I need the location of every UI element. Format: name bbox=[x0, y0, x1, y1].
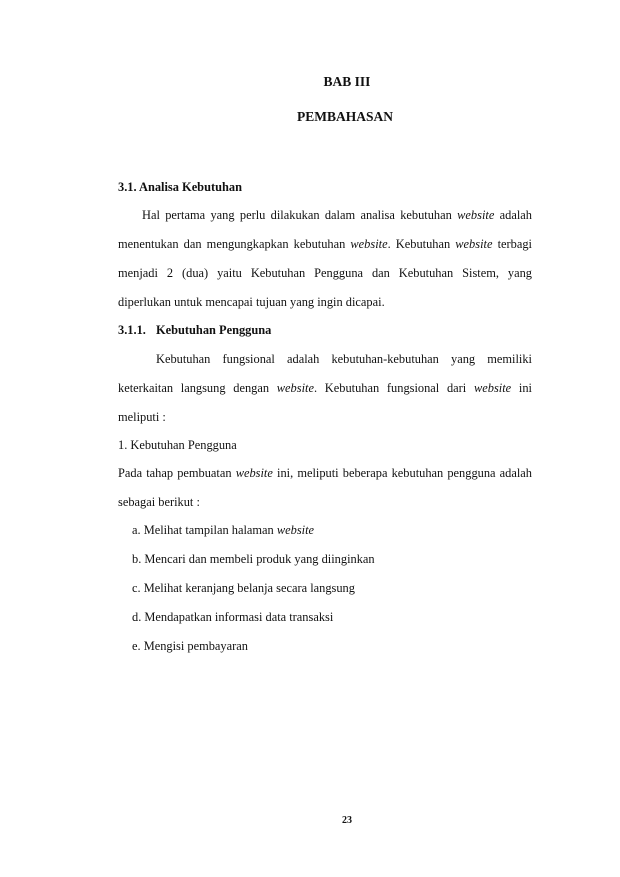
italic-term: website bbox=[473, 381, 512, 395]
paragraph-line: diperlukan untuk mencapai tujuan yang ingin dicapai. bbox=[118, 295, 385, 309]
text-run: . Kebutuhan bbox=[387, 237, 456, 251]
text-run: ini bbox=[511, 381, 532, 395]
chapter-title: PEMBAHASAN bbox=[296, 109, 393, 124]
chapter-number: BAB III bbox=[323, 74, 371, 89]
paragraph-line: Kebutuhan fungsional adalah kebutuhan-kebutuhan yang memiliki bbox=[156, 352, 532, 366]
list-item: e. Mengisi pembayaran bbox=[132, 639, 248, 653]
text-run: . Kebutuhan fungsional dari bbox=[313, 381, 474, 395]
text-run: terbagi bbox=[492, 237, 532, 251]
page-number: 23 bbox=[342, 815, 352, 826]
list-item: b. Mencari dan membeli produk yang diinginkan bbox=[132, 552, 375, 566]
italic-term: website bbox=[457, 208, 495, 222]
paragraph-line: menjadi 2 (dua) yaitu Kebutuhan Pengguna dan Kebutuhan Sistem, yang bbox=[118, 266, 532, 280]
numbered-item: 1. Kebutuhan Pengguna bbox=[118, 438, 237, 452]
paragraph-line bbox=[118, 465, 532, 481]
italic-term: website bbox=[276, 523, 315, 537]
text-run: Hal pertama yang perlu dilakukan dalam analisa kebutuhan bbox=[142, 208, 458, 222]
paragraph-line bbox=[118, 380, 532, 396]
text-run: menentukan dan mengungkapkan kebutuhan bbox=[118, 237, 351, 251]
italic-term: website bbox=[235, 466, 273, 480]
italic-term: website bbox=[455, 237, 493, 251]
section-title: Analisa Kebutuhan bbox=[139, 180, 242, 194]
paragraph-line bbox=[142, 207, 532, 223]
paragraph-line: meliputi : bbox=[118, 410, 166, 424]
list-item bbox=[132, 522, 314, 538]
subsection-heading bbox=[118, 322, 271, 338]
paragraph-line: sebagai berikut : bbox=[118, 495, 200, 509]
text-run: adalah bbox=[494, 208, 532, 222]
text-run: a. Melihat tampilan halaman bbox=[132, 523, 277, 537]
italic-term: website bbox=[350, 237, 388, 251]
text-run: Pada tahap pembuatan bbox=[118, 466, 236, 480]
subsection-number: 3.1.1. bbox=[118, 323, 146, 337]
list-item: c. Melihat keranjang belanja secara langsung bbox=[132, 581, 355, 595]
subsection-title: Kebutuhan Pengguna bbox=[156, 323, 272, 337]
section-heading bbox=[118, 179, 242, 195]
list-item: d. Mendapatkan informasi data transaksi bbox=[132, 610, 334, 624]
paragraph-line bbox=[118, 236, 532, 252]
text-run: keterkaitan langsung dengan bbox=[118, 381, 277, 395]
text-run: ini, meliputi beberapa kebutuhan pengguna adalah bbox=[272, 466, 533, 480]
italic-term: website bbox=[276, 381, 314, 395]
section-number: 3.1. bbox=[118, 180, 137, 194]
